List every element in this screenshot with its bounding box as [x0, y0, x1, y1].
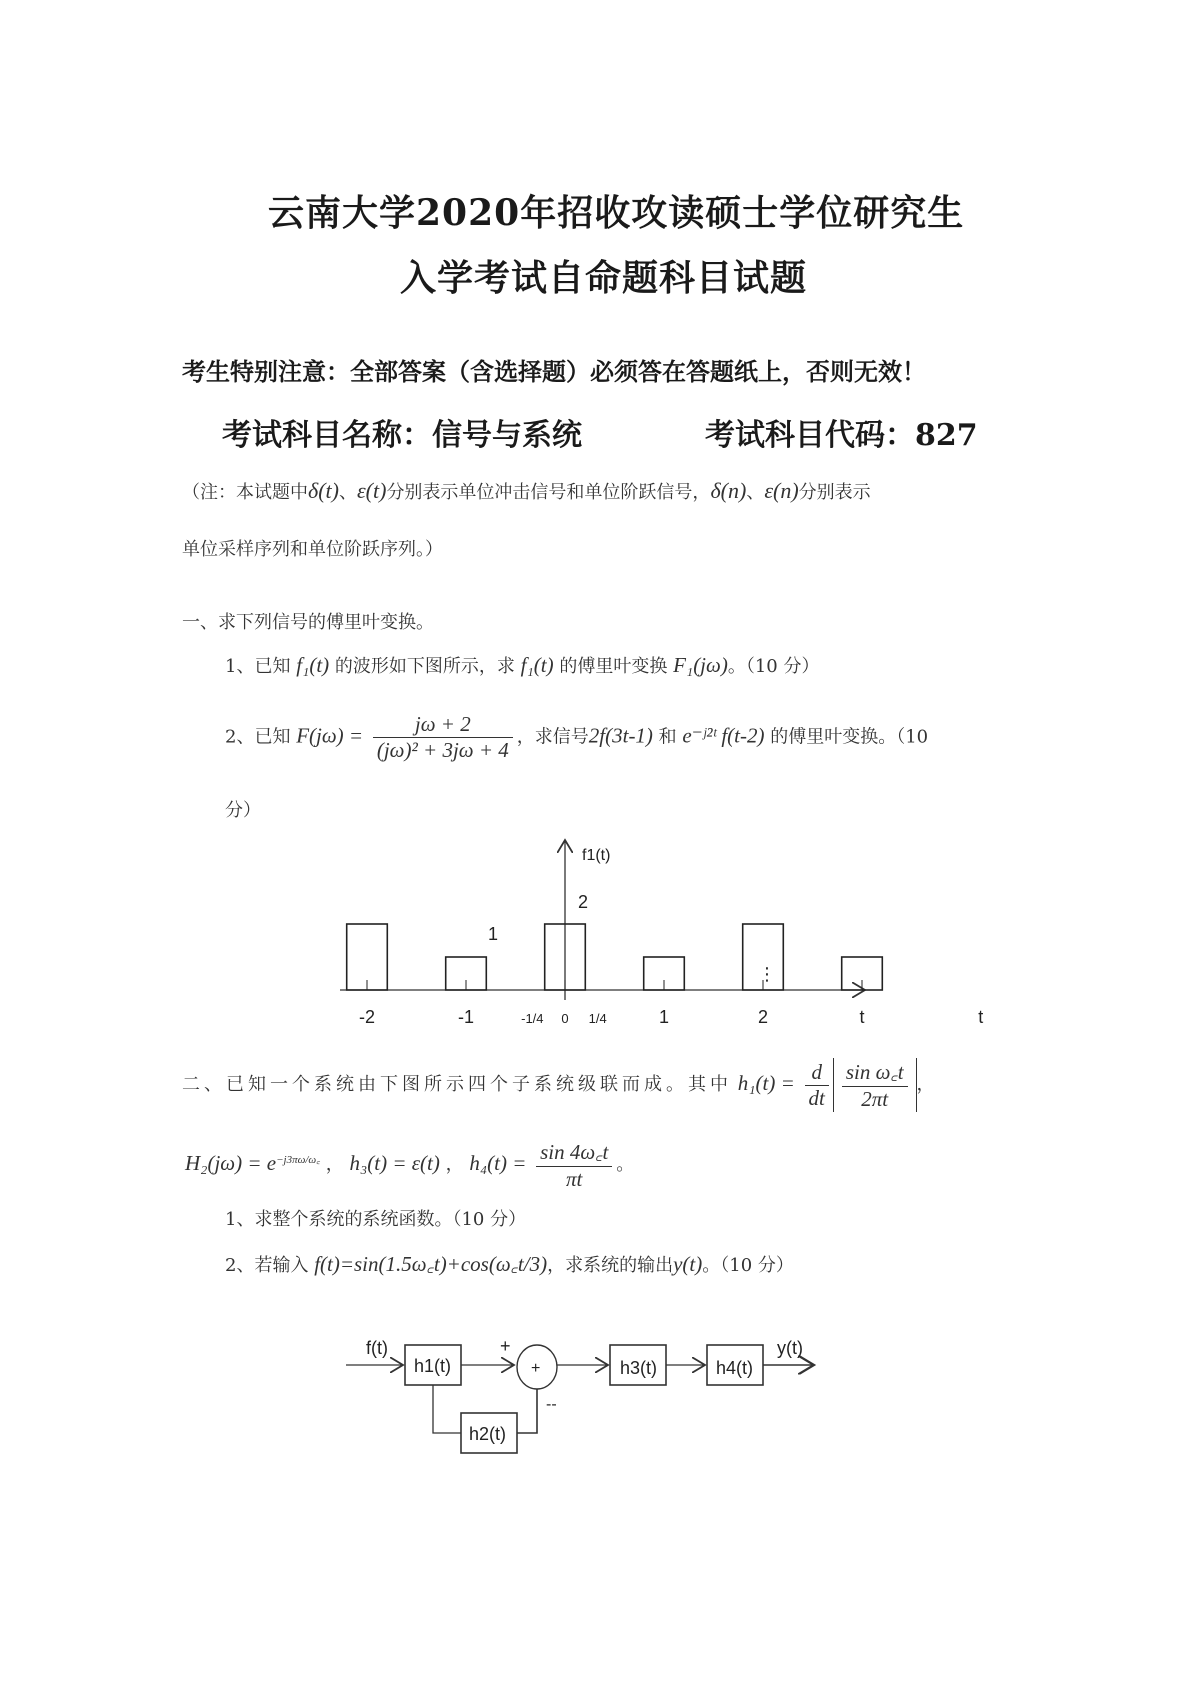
section1-q2-line2: 分） — [225, 800, 261, 821]
q2-suffix: 的傅里叶变换。（10 — [770, 726, 929, 748]
h1-lhs: h₁(t) = — [737, 1071, 795, 1095]
x-tick-label: 1/4 — [588, 1011, 607, 1026]
section1-q2 — [225, 712, 928, 763]
section1-q1 — [225, 652, 819, 678]
q2-prefix: 2、已知 — [225, 726, 291, 748]
annotation-2: 2 — [578, 892, 589, 912]
q2-numerator: jω + 2 — [414, 712, 471, 736]
h1-derivative — [805, 1060, 829, 1111]
H2-expression: H₂(jω) = e — [185, 1151, 277, 1175]
output-label: y(t) — [777, 1338, 803, 1358]
s2q2-input: f(t)=sin(1.5ω꜀t)+cos(ω꜀t/3) — [314, 1252, 548, 1276]
x-tick-label: t — [859, 1007, 865, 1027]
section2-line1 — [182, 1058, 935, 1112]
x-tick-label: 2 — [757, 1007, 769, 1027]
x-tick-label: 1 — [658, 1007, 670, 1027]
exam-title-line2: 入学考试自命题科目试题 — [400, 257, 808, 299]
epsilon-n: ε(n) — [764, 478, 799, 503]
note-sep1: 、 — [339, 482, 357, 503]
h4-denominator: πt — [536, 1166, 612, 1192]
h3-expression: h₃(t) = ε(t) — [349, 1151, 440, 1175]
q2-lhs: F(jω) = — [296, 723, 364, 748]
q2-signal1: 2f(3t-1) — [588, 723, 653, 748]
x-tick-label: -2 — [358, 1007, 376, 1027]
summer-label: + — [531, 1360, 541, 1377]
q1-F1: F₁(jω) — [673, 653, 728, 677]
note-line2: 单位采样序列和单位阶跃序列。） — [182, 539, 443, 560]
h1-tail: ， — [916, 1074, 935, 1095]
subject-code: 考试科目代码：827 — [705, 418, 978, 453]
exam-notice: 考生特别注意：全部答案（含选择题）必须答在答题纸上，否则无效！ — [182, 357, 926, 386]
q1-f1t: f₁(t) — [296, 653, 330, 677]
input-label: f(t) — [366, 1338, 388, 1358]
x-tick-label: -1/4 — [521, 1011, 544, 1026]
h1-denominator: 2πt — [842, 1086, 908, 1112]
q2-denominator: (jω)² + 3jω + 4 — [373, 737, 513, 763]
x-tick-label: t — [978, 1007, 984, 1027]
h1-dt: dt — [805, 1085, 829, 1111]
h1-numerator: sin ω꜀t — [845, 1060, 904, 1084]
h4-numerator: sin 4ω꜀t — [540, 1140, 609, 1164]
annotation-1: 1 — [488, 924, 499, 944]
h1-bracket — [833, 1058, 917, 1112]
note-sep2: 、 — [746, 482, 765, 503]
y-axis-label: f1(t) — [582, 847, 611, 864]
section2-heading: 二、已知一个系统由下图所示四个子系统级联而成。其中 — [182, 1074, 732, 1095]
section1-heading: 一、求下列信号的傅里叶变换。 — [182, 612, 434, 633]
plus-sign: + — [500, 1336, 511, 1356]
section2-line2 — [185, 1138, 634, 1192]
s2q2-prefix: 2、若输入 — [225, 1255, 309, 1276]
x-tick-label: 0 — [561, 1011, 569, 1026]
H2-exponent: −j3πω/ω꜀ — [276, 1154, 320, 1166]
delta-t: δ(t) — [308, 478, 339, 503]
q1-suffix: 。（10 分） — [727, 656, 820, 677]
h1-d: d — [811, 1059, 822, 1084]
q1-mid2: 的傅里叶变换 — [559, 656, 668, 677]
x-tick-label: -1 — [457, 1007, 475, 1027]
note-line1 — [182, 478, 871, 504]
h4-fraction — [536, 1138, 612, 1192]
q1-f1t-b: f₁(t) — [520, 653, 554, 677]
note-part3: 分别表示 — [798, 482, 871, 503]
h1-fraction — [842, 1058, 908, 1112]
system-block-diagram — [330, 1330, 850, 1480]
sep-1: ， — [325, 1154, 344, 1175]
epsilon-t: ε(t) — [357, 478, 387, 503]
annotation-ellipsis: ⋮ — [758, 964, 776, 984]
block-h3-label: h3(t) — [620, 1358, 658, 1378]
h4-tail: 。 — [616, 1154, 635, 1175]
note-part2: 分别表示单位冲击信号和单位阶跃信号， — [386, 482, 711, 503]
f1-waveform-chart — [330, 830, 984, 1040]
exam-title-line1: 云南大学2020年招收攻读硕士学位研究生 — [268, 192, 965, 234]
delta-n: δ(n) — [710, 478, 747, 503]
q2-fraction — [373, 712, 513, 763]
s2q2-mid: ，求系统的输出 — [547, 1255, 674, 1276]
q2-and: 和 — [658, 726, 677, 748]
feedback-path-right — [517, 1389, 537, 1433]
s2q2-y: y(t) — [673, 1252, 703, 1276]
block-h1-label: h1(t) — [414, 1356, 452, 1376]
q1-mid: 的波形如下图所示，求 — [334, 656, 515, 677]
s2q2-suffix: 。（10 分） — [702, 1255, 794, 1276]
h4-lhs: h₄(t) = — [469, 1151, 527, 1175]
minus-sign: -- — [546, 1396, 557, 1413]
q2-signal2: e⁻ʲ²ᵗ f(t-2) — [682, 723, 765, 748]
q2-mid: ，求信号 — [516, 726, 589, 748]
section2-q1: 1、求整个系统的系统函数。（10 分） — [225, 1209, 527, 1230]
block-h2-label: h2(t) — [469, 1424, 507, 1444]
sep-2: ， — [445, 1154, 464, 1175]
subject-name: 考试科目名称：信号与系统 — [222, 418, 582, 453]
q1-prefix: 1、已知 — [225, 656, 291, 677]
block-h4-label: h4(t) — [716, 1358, 754, 1378]
feedback-path-left — [433, 1385, 461, 1433]
note-part1: （注：本试题中 — [182, 482, 308, 503]
section2-q2 — [225, 1250, 794, 1278]
